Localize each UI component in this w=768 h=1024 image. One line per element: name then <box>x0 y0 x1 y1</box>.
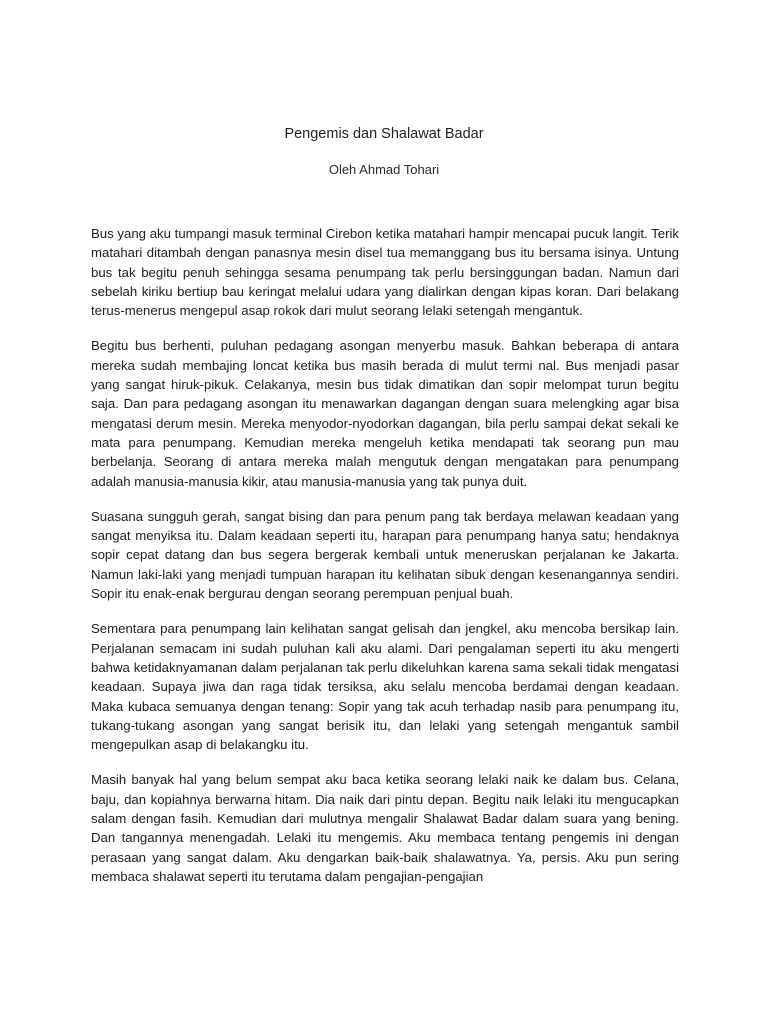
paragraph-3: Suasana sungguh gerah, sangat bising dan para penum pang tak berdaya melawan keadaan yang sangat menyiksa itu. Dalam keadaan seperti itu, harapan para penumpang hanya satu; hendaknya sopir cepat datang dan bus segera bergerak kembali untuk meneruskan perjalanan ke Jakarta. Namun laki-laki yang menjadi tumpuan harapan itu kelihatan sibuk dengan kesenangannya sendiri. Sopir itu enak-enak bergurau dengan seorang perempuan penjual buah. <box>91 508 679 602</box>
document-title: Pengemis dan Shalawat Badar <box>284 126 484 142</box>
paragraph-4: Sementara para penumpang lain kelihatan sangat gelisah dan jengkel, aku mencoba bersikap lain. Perjalanan semacam ini sudah puluhan kali aku alami. Dari pengalaman seperti itu aku mengerti bahwa ketidaknyamanan dalam perjalanan tak perlu dikeluhkan karena sama sekali tidak mengatasi keadaan. Supaya jiwa dan raga tidak tersiksa, aku selalu mencoba berdamai dengan keadaan. Maka kubaca semuanya dengan tenang: Sopir yang tak acuh terhadap nasib para penumpang itu, tukang-tukang asongan yang sangat berisik itu, dan lelaki yang setengah mengantuk sambil mengepulkan asap di belakangku itu. <box>91 621 679 753</box>
paragraph-1: Bus yang aku tumpangi masuk terminal Cirebon ketika matahari hampir mencapai pucuk langit. Terik matahari ditambah dengan panasnya mesin disel tua memanggang bus itu bersama isinya. Untung bus tak begitu penuh sehingga sesama penumpang tak perlu bersinggungan badan. Namun dari sebelah kiriku bertiup bau keringat melalui udara yang dialirkan dengan kipas koran. Dari belakang terus-menerus mengepul asap rokok dari mulut seorang lelaki setengah mengantuk. <box>91 226 679 319</box>
paragraph-2: Begitu bus berhenti, puluhan pedagang asongan menyerbu masuk. Bahkan beberapa di antara mereka sudah membajing loncat ketika bus masih berada di mulut termi nal. Bus menjadi pasar yang sangat hiruk-pikuk. Celakanya, mesin bus tidak dimatikan dan sopir melompat turun begitu saja. Dan para pedagang asongan itu menawarkan dagangan dengan suara melengking agar bisa mengatasi derum mesin. Mereka menyodor-nyodorkan dagangan, bila perlu sampai dekat sekali ke mata para penumpang. Kemudian mereka mengeluh ketika mendapati tak seorang pun mau berbelanja. Seorang di antara mereka malah mengutuk dengan mengatakan para penumpang adalah manusia-manusia kikir, atau manusia-manusia yang tak punya duit. <box>91 338 679 489</box>
paragraph-5: Masih banyak hal yang belum sempat aku baca ketika seorang lelaki naik ke dalam bus. Celana, baju, dan kopiahnya berwarna hitam. Dia naik dari pintu depan. Begitu naik lelaki itu mengucapkan salam dengan fasih. Kemudian dari mulutnya mengalir Shalawat Badar dalam suara yang bening. Dan tangannya menengadah. Lelaki itu mengemis. Aku membaca tentang pengemis ini dengan perasaan yang sangat dalam. Aku dengarkan baik-baik shalawatnya. Ya, persis. Aku pun sering membaca shalawat seperti itu terutama dalam pengajian-pengajian <box>91 772 679 884</box>
document-body <box>91 224 679 902</box>
document-author: Oleh Ahmad Tohari <box>328 162 440 177</box>
